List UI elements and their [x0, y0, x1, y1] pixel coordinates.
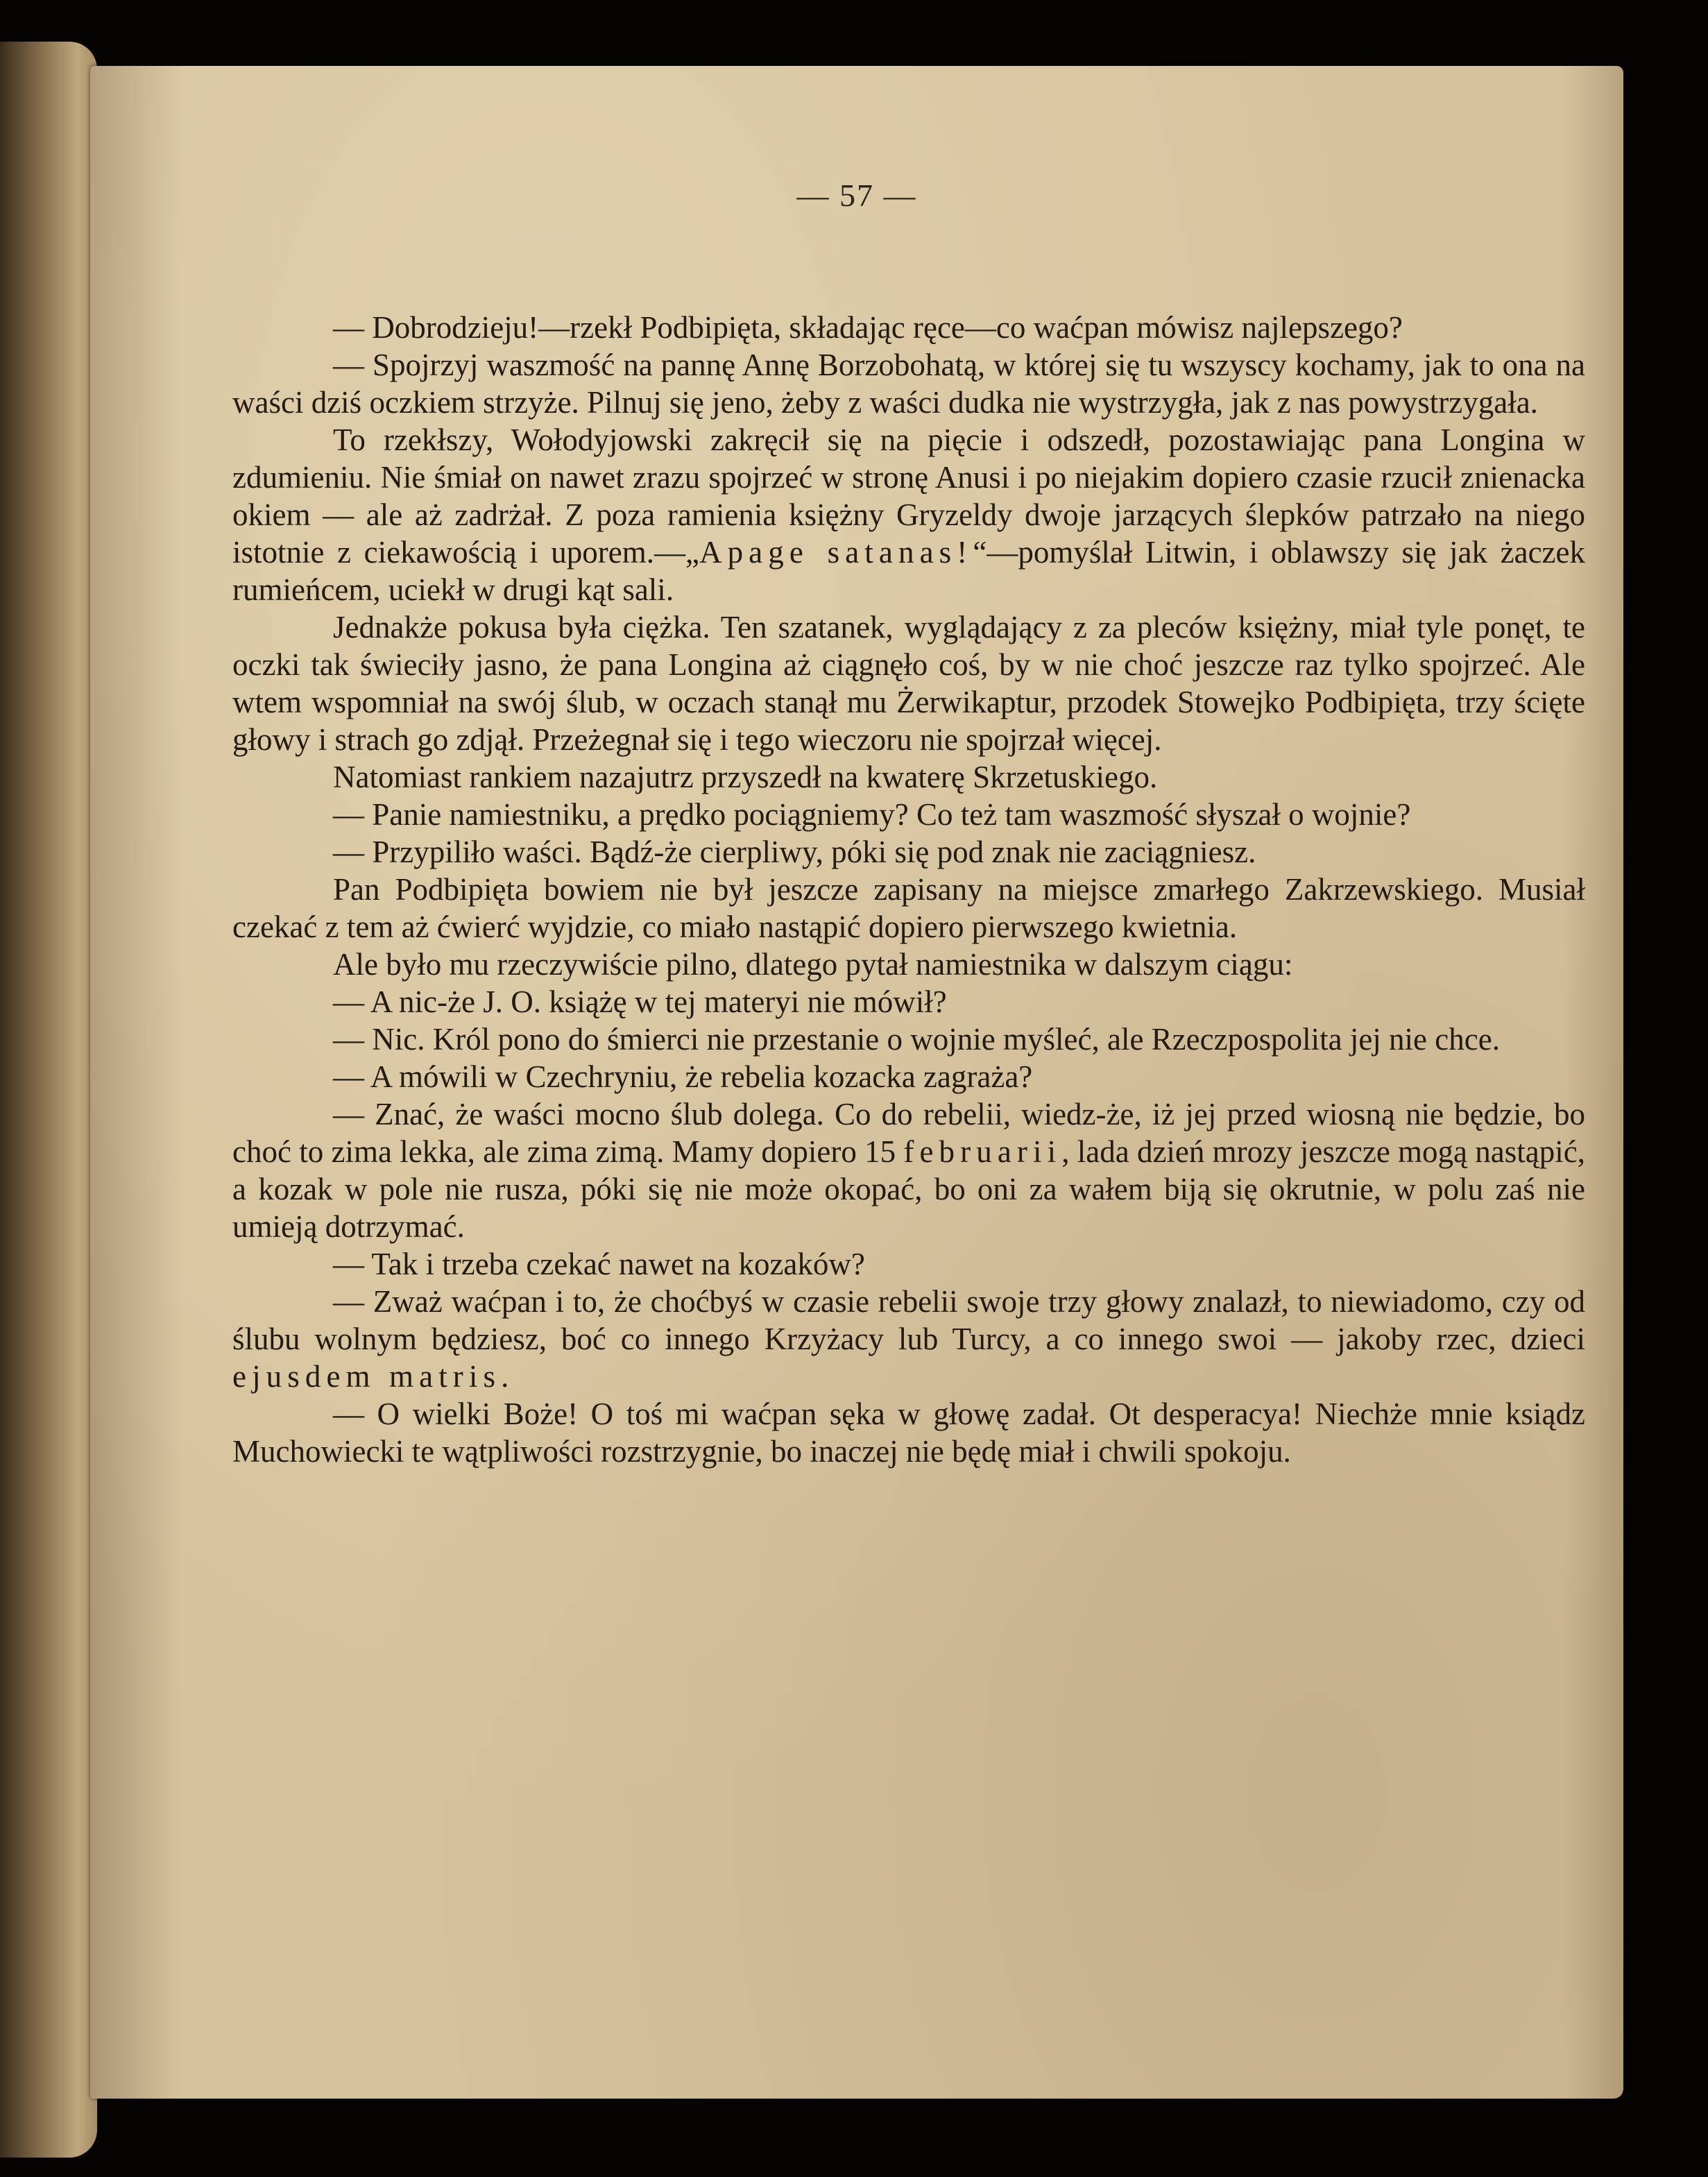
- paragraph-10: — A nic-że J. O. książę w tej materyi nie mówił?: [333, 984, 947, 1019]
- page-number: — 57 —: [796, 178, 917, 213]
- paragraph-12: — A mówili w Czechryniu, że rebelia kozacka zagraża?: [333, 1059, 1033, 1094]
- paragraph-6: — Panie namiestniku, a prędko pociągniemy? Co też tam waszmość słyszał o wojnie?: [333, 797, 1411, 832]
- paragraph-4: Jednakże pokusa była ciężka. Ten szatanek, wyglądający z za pleców księżny, miał tyle ponęt, te oczki tak świeciły jasno, że pana Longina aż ciągnęło coś, by w nie choć jeszcze raz tylko spojrzeć. Ale wtem wspomniał na swój ślub, w oczach stanął mu Żerwikaptur, przodek Stowejko Podbipięta, trzy ścięte głowy i strach go zdjął. Przeżegnał się i tego wieczoru nie spojrzał więcej.: [232, 610, 1585, 757]
- paragraph-3: [232, 421, 1585, 608]
- paragraph-3-text-end: “—pomyślał Litwin, i oblawszy się jak żaczek rumieńcem, uciekł w drugi kąt sali.: [232, 535, 1585, 607]
- paragraph-15-spaced: ejusdem matris: [232, 1359, 502, 1394]
- paragraph-3-spaced: Apage satanas!: [699, 535, 973, 570]
- paragraph-3-text: To rzekłszy, Wołodyjowski zakręcił się na pięcie i odszedł, pozostawiając pana Longina w zdumieniu. Nie śmiał on nawet zrazu spojrzeć w stronę Anusi i po niejakim dopiero czasie rzucił znienacka okiem — ale aż zadrżał. Z poza ramienia księżny Gryzeldy dwoje jarzących ślepków patrzało na niego istotnie z ciekawością i uporem.—„: [232, 422, 1585, 570]
- paragraph-14: — Tak i trzeba czekać nawet na kozaków?: [333, 1247, 865, 1281]
- paragraph-1: — Dobrodzieju!—rzekł Podbipięta, składając ręce—co waćpan mówisz najlepszego?: [333, 310, 1403, 345]
- book-page: [90, 66, 1623, 2099]
- paragraph-13: [232, 1095, 1585, 1245]
- paragraph-15: [232, 1283, 1585, 1395]
- body-text: [232, 309, 1585, 1470]
- paragraph-7: — Przypiliło waści. Bądź-że cierpliwy, póki się pod znak nie zaciągniesz.: [333, 835, 1256, 869]
- paragraph-13-text-end: , lada dzień mrozy jeszcze mogą nastąpić, a kozak w pole nie rusza, póki się nie może okopać, bo oni za wałem biją się okrutnie, w polu zaś nie umieją dotrzymać.: [232, 1134, 1585, 1244]
- paragraph-13-text: — Znać, że waści mocno ślub dolega. Co do rebelii, wiedz-że, iż jej przed wiosną nie będzie, bo choć to zima lekka, ale zima zimą. Mamy dopiero 15: [232, 1097, 1585, 1169]
- paragraph-15-text: — Zważ waćpan i to, że choćbyś w czasie rebelii swoje trzy głowy znalazł, to niewiadomo, czy od ślubu wolnym będziesz, boć co innego Krzyżacy lub Turcy, a co innego swoi — jakoby rzec, dzieci: [232, 1284, 1585, 1356]
- paragraph-5: Natomiast rankiem nazajutrz przyszedł na kwaterę Skrzetuskiego.: [333, 760, 1158, 794]
- paragraph-2: — Spojrzyj waszmość na pannę Annę Borzobohatą, w której się tu wszyscy kochamy, jak to ona na waści dziś oczkiem strzyże. Pilnuj się jeno, żeby z waści dudka nie wystrzygła, jak z nas powystrzygała.: [232, 348, 1585, 420]
- paragraph-13-spaced: februarii: [903, 1134, 1062, 1169]
- paragraph-9: Ale było mu rzeczywiście pilno, dlatego pytał namiestnika w dalszym ciągu:: [333, 947, 1293, 982]
- paragraph-16: — O wielki Boże! O toś mi waćpan sęka w głowę zadał. Ot desperacya! Niechże mnie ksiądz Muchowiecki te wątpliwości rozstrzygnie, bo inaczej nie będę miał i chwili spokoju.: [232, 1397, 1585, 1469]
- paragraph-11: — Nic. Król pono do śmierci nie przestanie o wojnie myśleć, ale Rzeczpospolita jej nie chce.: [333, 1022, 1500, 1057]
- paragraph-15-text-end: .: [501, 1359, 509, 1394]
- left-page-edge: [0, 42, 97, 2158]
- paragraph-8: Pan Podbipięta bowiem nie był jeszcze zapisany na miejsce zmarłego Zakrzewskiego. Musiał czekać z tem aż ćwierć wyjdzie, co miało nastąpić dopiero pierwszego kwietnia.: [232, 872, 1585, 944]
